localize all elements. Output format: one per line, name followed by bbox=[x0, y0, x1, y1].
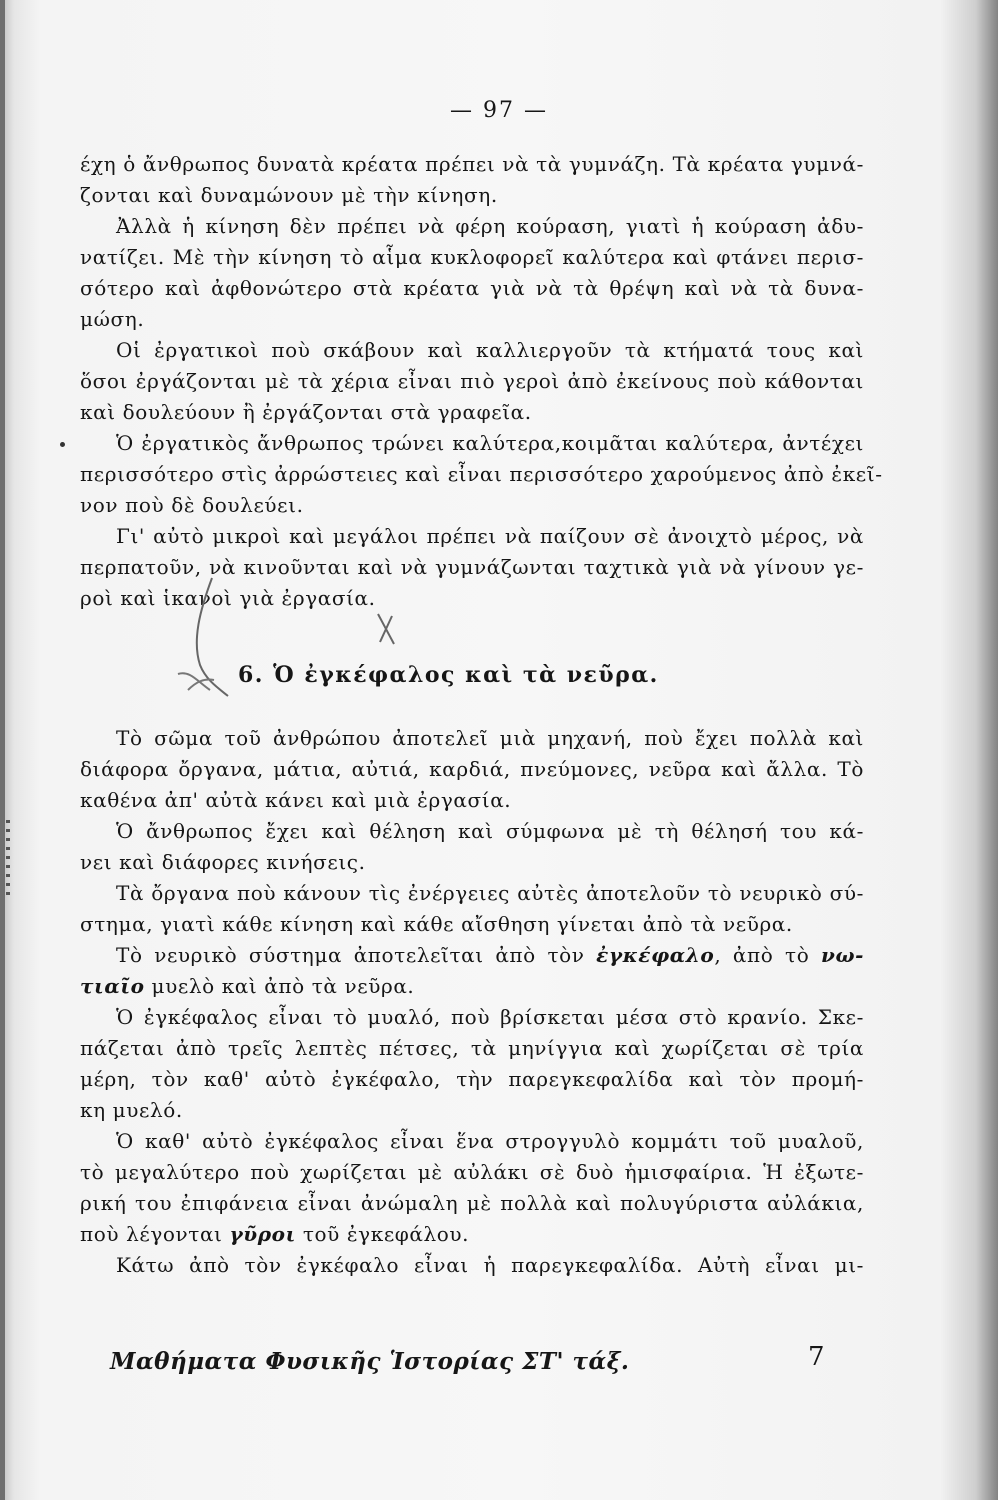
text-line: ζονται καὶ δυναμώνουν μὲ τὴν κίνηση. bbox=[80, 183, 498, 207]
text-fragment: Τὸ νευρικὸ σύστημα ἀποτελεῖται ἀπὸ τὸν bbox=[116, 943, 597, 967]
text-line: ροὶ καὶ ἱκανοὶ γιὰ ἐργασία. bbox=[80, 586, 376, 610]
text-line: μώση. bbox=[80, 307, 145, 331]
term-brain: ἐγκέφαλο bbox=[596, 943, 715, 967]
text-line: νει καὶ διάφορες κινήσεις. bbox=[80, 850, 366, 874]
section-heading: 6. Ὁ ἐγκέφαλος καὶ τὰ νεῦρα. bbox=[238, 662, 659, 688]
page-right-shadow bbox=[976, 0, 998, 1500]
text-fragment: μυελὸ καὶ ἀπὸ τὰ νεῦρα. bbox=[144, 974, 415, 998]
text-line: καὶ δουλεύουν ἢ ἐργάζονται στὰ γραφεῖα. bbox=[80, 400, 532, 424]
pencil-annotation-icon bbox=[170, 570, 410, 710]
text-block-bottom bbox=[80, 723, 864, 1281]
text-line: μέρη, τὸν καθ' αὐτὸ ἐγκέφαλο, τὴν παρεγκεφαλίδα καὶ τὸν προμή- bbox=[80, 1067, 864, 1091]
text-line: Ὁ καθ' αὐτὸ ἐγκέφαλος εἶναι ἕνα στρογγυλὸ κομμάτι τοῦ μυαλοῦ, bbox=[116, 1129, 864, 1153]
text-fragment: τοῦ ἐγκεφάλου. bbox=[295, 1222, 470, 1246]
text-line: Οἱ ἐργατικοὶ ποὺ σκάβουν καὶ καλλιεργοῦν τὰ κτήματά τους καὶ bbox=[116, 338, 864, 362]
page-spine-edge bbox=[0, 0, 5, 1500]
text-block-top bbox=[80, 149, 883, 614]
text-line: Ὁ ἐγκέφαλος εἶναι τὸ μυαλό, ποὺ βρίσκεται μέσα στὸ κρανίο. Σκε- bbox=[116, 1005, 864, 1029]
text-fragment: , ἀπὸ τὸ bbox=[714, 943, 821, 967]
text-line: Κάτω ἀπὸ τὸν ἐγκέφαλο εἶναι ἡ παρεγκεφαλίδα. Αὐτὴ εἶναι μι- bbox=[116, 1253, 864, 1277]
text-line: Ὁ ἄνθρωπος ἔχει καὶ θέληση καὶ σύμφωνα μὲ τὴ θέλησή του κά- bbox=[116, 819, 864, 843]
text-line: περπατοῦν, νὰ κινοῦνται καὶ νὰ γυμνάζωνται ταχτικὰ γιὰ νὰ γίνουν γε- bbox=[80, 555, 864, 579]
text-line: κη μυελό. bbox=[80, 1098, 183, 1122]
text-line: περισσότερο στὶς ἀρρώστειες καὶ εἶναι περισσότερο χαρούμενος ἀπὸ ἐκεῖ- bbox=[80, 462, 883, 486]
text-fragment: ποὺ λέγονται bbox=[80, 1222, 230, 1246]
text-line: σότερο καὶ ἀφθονώτερο στὰ κρέατα γιὰ νὰ τὰ θρέψη καὶ νὰ τὰ δυνα- bbox=[80, 276, 864, 300]
text-line: τὸ μεγαλύτερο ποὺ χωρίζεται μὲ αὐλάκι σὲ δυὸ ἡμισφαίρια. Ἡ ἐξωτε- bbox=[80, 1160, 864, 1184]
text-line: καθένα ἀπ' αὐτὰ κάνει καὶ μιὰ ἐργασία. bbox=[80, 788, 512, 812]
page-number: — 97 — bbox=[450, 98, 548, 123]
text-line: Τὰ ὄργανα ποὺ κάνουν τὶς ἐνέργειες αὐτὲς ἀποτελοῦν τὸ νευρικὸ σύ- bbox=[116, 881, 864, 905]
text-line: Γι' αὐτὸ μικροὶ καὶ μεγάλοι πρέπει νὰ παίζουν σὲ ἀνοιχτὸ μέρος, νὰ bbox=[116, 524, 864, 548]
text-line: διάφορα ὄργανα, μάτια, αὐτιά, καρδιά, πνεύμονες, νεῦρα καὶ ἄλλα. Τὸ bbox=[80, 757, 864, 781]
text-line: ρική του ἐπιφάνεια εἶναι ἀνώμαλη μὲ πολλὰ καὶ πολυγύριστα αὐλάκια, bbox=[80, 1191, 864, 1215]
term-spinal: τιαῖο bbox=[80, 974, 145, 998]
text-line bbox=[80, 971, 864, 1002]
text-line bbox=[80, 940, 864, 971]
text-line: Τὸ σῶμα τοῦ ἀνθρώπου ἀποτελεῖ μιὰ μηχανή, ποὺ ἔχει πολλὰ καὶ bbox=[116, 726, 864, 750]
text-line: νον ποὺ δὲ δουλεύει. bbox=[80, 493, 304, 517]
binding-holes bbox=[6, 820, 10, 900]
term-spinal: νω- bbox=[820, 943, 864, 967]
text-line: στημα, γιατὶ κάθε κίνηση καὶ κάθε αἴσθηση γίνεται ἀπὸ τὰ νεῦρα. bbox=[80, 912, 793, 936]
text-line: ὅσοι ἐργάζονται μὲ τὰ χέρια εἶναι πιὸ γεροὶ ἀπὸ ἐκείνους ποὺ κάθονται bbox=[80, 369, 864, 393]
footer-sheet-number: 7 bbox=[808, 1342, 825, 1372]
text-line: νατίζει. Μὲ τὴν κίνηση τὸ αἷμα κυκλοφορεῖ καλύτερα καὶ φτάνει περισ- bbox=[80, 245, 864, 269]
ink-dot bbox=[60, 442, 65, 447]
text-line: έχη ὁ ἄνθρωπος δυνατὰ κρέατα πρέπει νὰ τὰ γυμνάζη. Τὰ κρέατα γυμνά- bbox=[80, 152, 864, 176]
text-line: Ὁ ἐργατικὸς ἄνθρωπος τρώνει καλύτερα,κοιμᾶται καλύτερα, ἀντέχει bbox=[116, 431, 864, 455]
text-line bbox=[80, 1219, 864, 1250]
footer-book-title: Μαθήματα Φυσικῆς Ἱστορίας ΣΤ' τάξ. bbox=[110, 1348, 630, 1375]
text-line: πάζεται ἀπὸ τρεῖς λεπτὲς πέτσες, τὰ μηνίγγια καὶ χωρίζεται σὲ τρία bbox=[80, 1036, 864, 1060]
text-line: Ἀλλὰ ἡ κίνηση δὲν πρέπει νὰ φέρη κούραση, γιατὶ ἡ κούραση ἀδυ- bbox=[116, 214, 864, 238]
term-gyri: γῦροι bbox=[229, 1222, 296, 1246]
